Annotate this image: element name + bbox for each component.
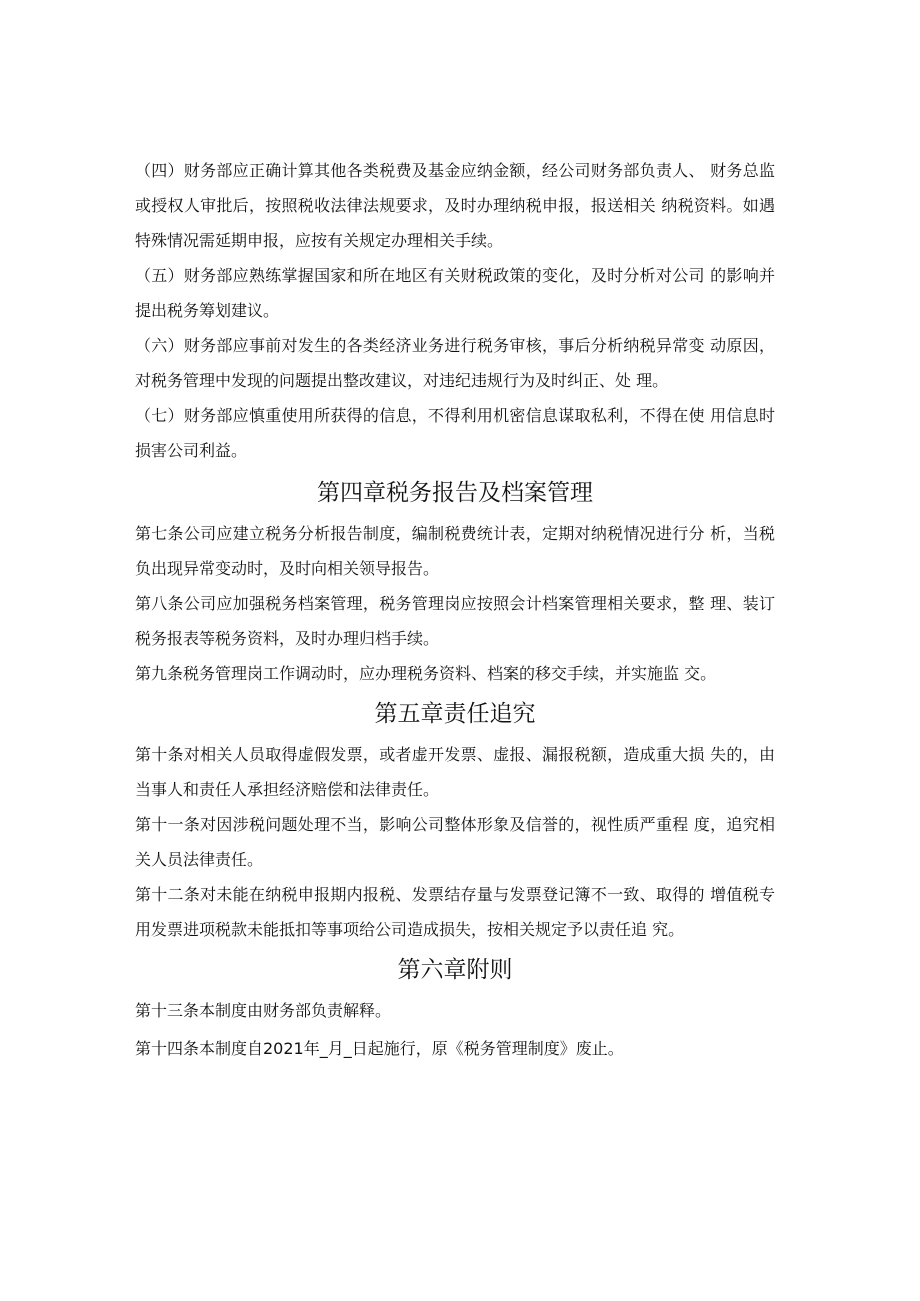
clause-7-paragraph: （七）财务部应慎重使用所获得的信息，不得利用机密信息谋取私利，不得在使 用信息时损害公司利益。 bbox=[135, 406, 775, 460]
article-9-paragraph: 第九条税务管理岗工作调动时，应办理税务资料、档案的移交手续，并实施监 交。 bbox=[135, 664, 717, 683]
article-8-paragraph: 第八条公司应加强税务档案管理，税务管理岗应按照会计档案管理相关要求，整 理、装订税务报表等税务资料，及时办理归档手续。 bbox=[135, 594, 775, 648]
clause-4-paragraph: （四）财务部应正确计算其他各类税费及基金应纳金额，经公司财务部负责人、 财务总监或授权人审批后，按照税收法律法规要求，及时办理纳税申报，报送相关 纳税资料。如遇特殊情况需延期申报，应按有关规定办理相关手续。 bbox=[135, 161, 775, 250]
article-13-paragraph: 第十三条本制度由财务部负责解释。 bbox=[135, 1001, 392, 1020]
article-12-paragraph: 第十二条对未能在纳税申报期内报税、发票结存量与发票登记簿不一致、取得的 增值税专用发票进项税款未能抵扣等事项给公司造成损失，按相关规定予以责任追 究。 bbox=[135, 885, 775, 939]
clause-6-paragraph: （六）财务部应事前对发生的各类经济业务进行税务审核，事后分析纳税异常变 动原因，对税务管理中发现的问题提出整改建议，对违纪违规行为及时纠正、处 理。 bbox=[135, 336, 775, 390]
article-7-paragraph: 第七条公司应建立税务分析报告制度，编制税费统计表，定期对纳税情况进行分 析，当税负出现异常变动时，及时向相关领导报告。 bbox=[135, 524, 775, 578]
article-11-paragraph: 第十一条对因涉税问题处理不当，影响公司整体形象及信誉的，视性质严重程 度，追究相关人员法律责任。 bbox=[135, 815, 775, 869]
article-14-paragraph: 第十四条本制度自2021年_月_日起施行，原《税务管理制度》废止。 bbox=[135, 1039, 624, 1058]
article-10-paragraph: 第十条对相关人员取得虚假发票，或者虚开发票、虚报、漏报税额，造成重大损 失的，由当事人和责任人承担经济赔偿和法律责任。 bbox=[135, 745, 775, 799]
chapter-6-heading: 第六章附则 bbox=[397, 957, 513, 983]
chapter-5-heading: 第五章责任追究 bbox=[374, 701, 536, 727]
clause-5-paragraph: （五）财务部应熟练掌握国家和所在地区有关财税政策的变化，及时分析对公司 的影响并提出税务筹划建议。 bbox=[135, 266, 775, 320]
chapter-4-heading: 第四章税务报告及档案管理 bbox=[317, 480, 593, 506]
document-body bbox=[135, 153, 775, 1066]
